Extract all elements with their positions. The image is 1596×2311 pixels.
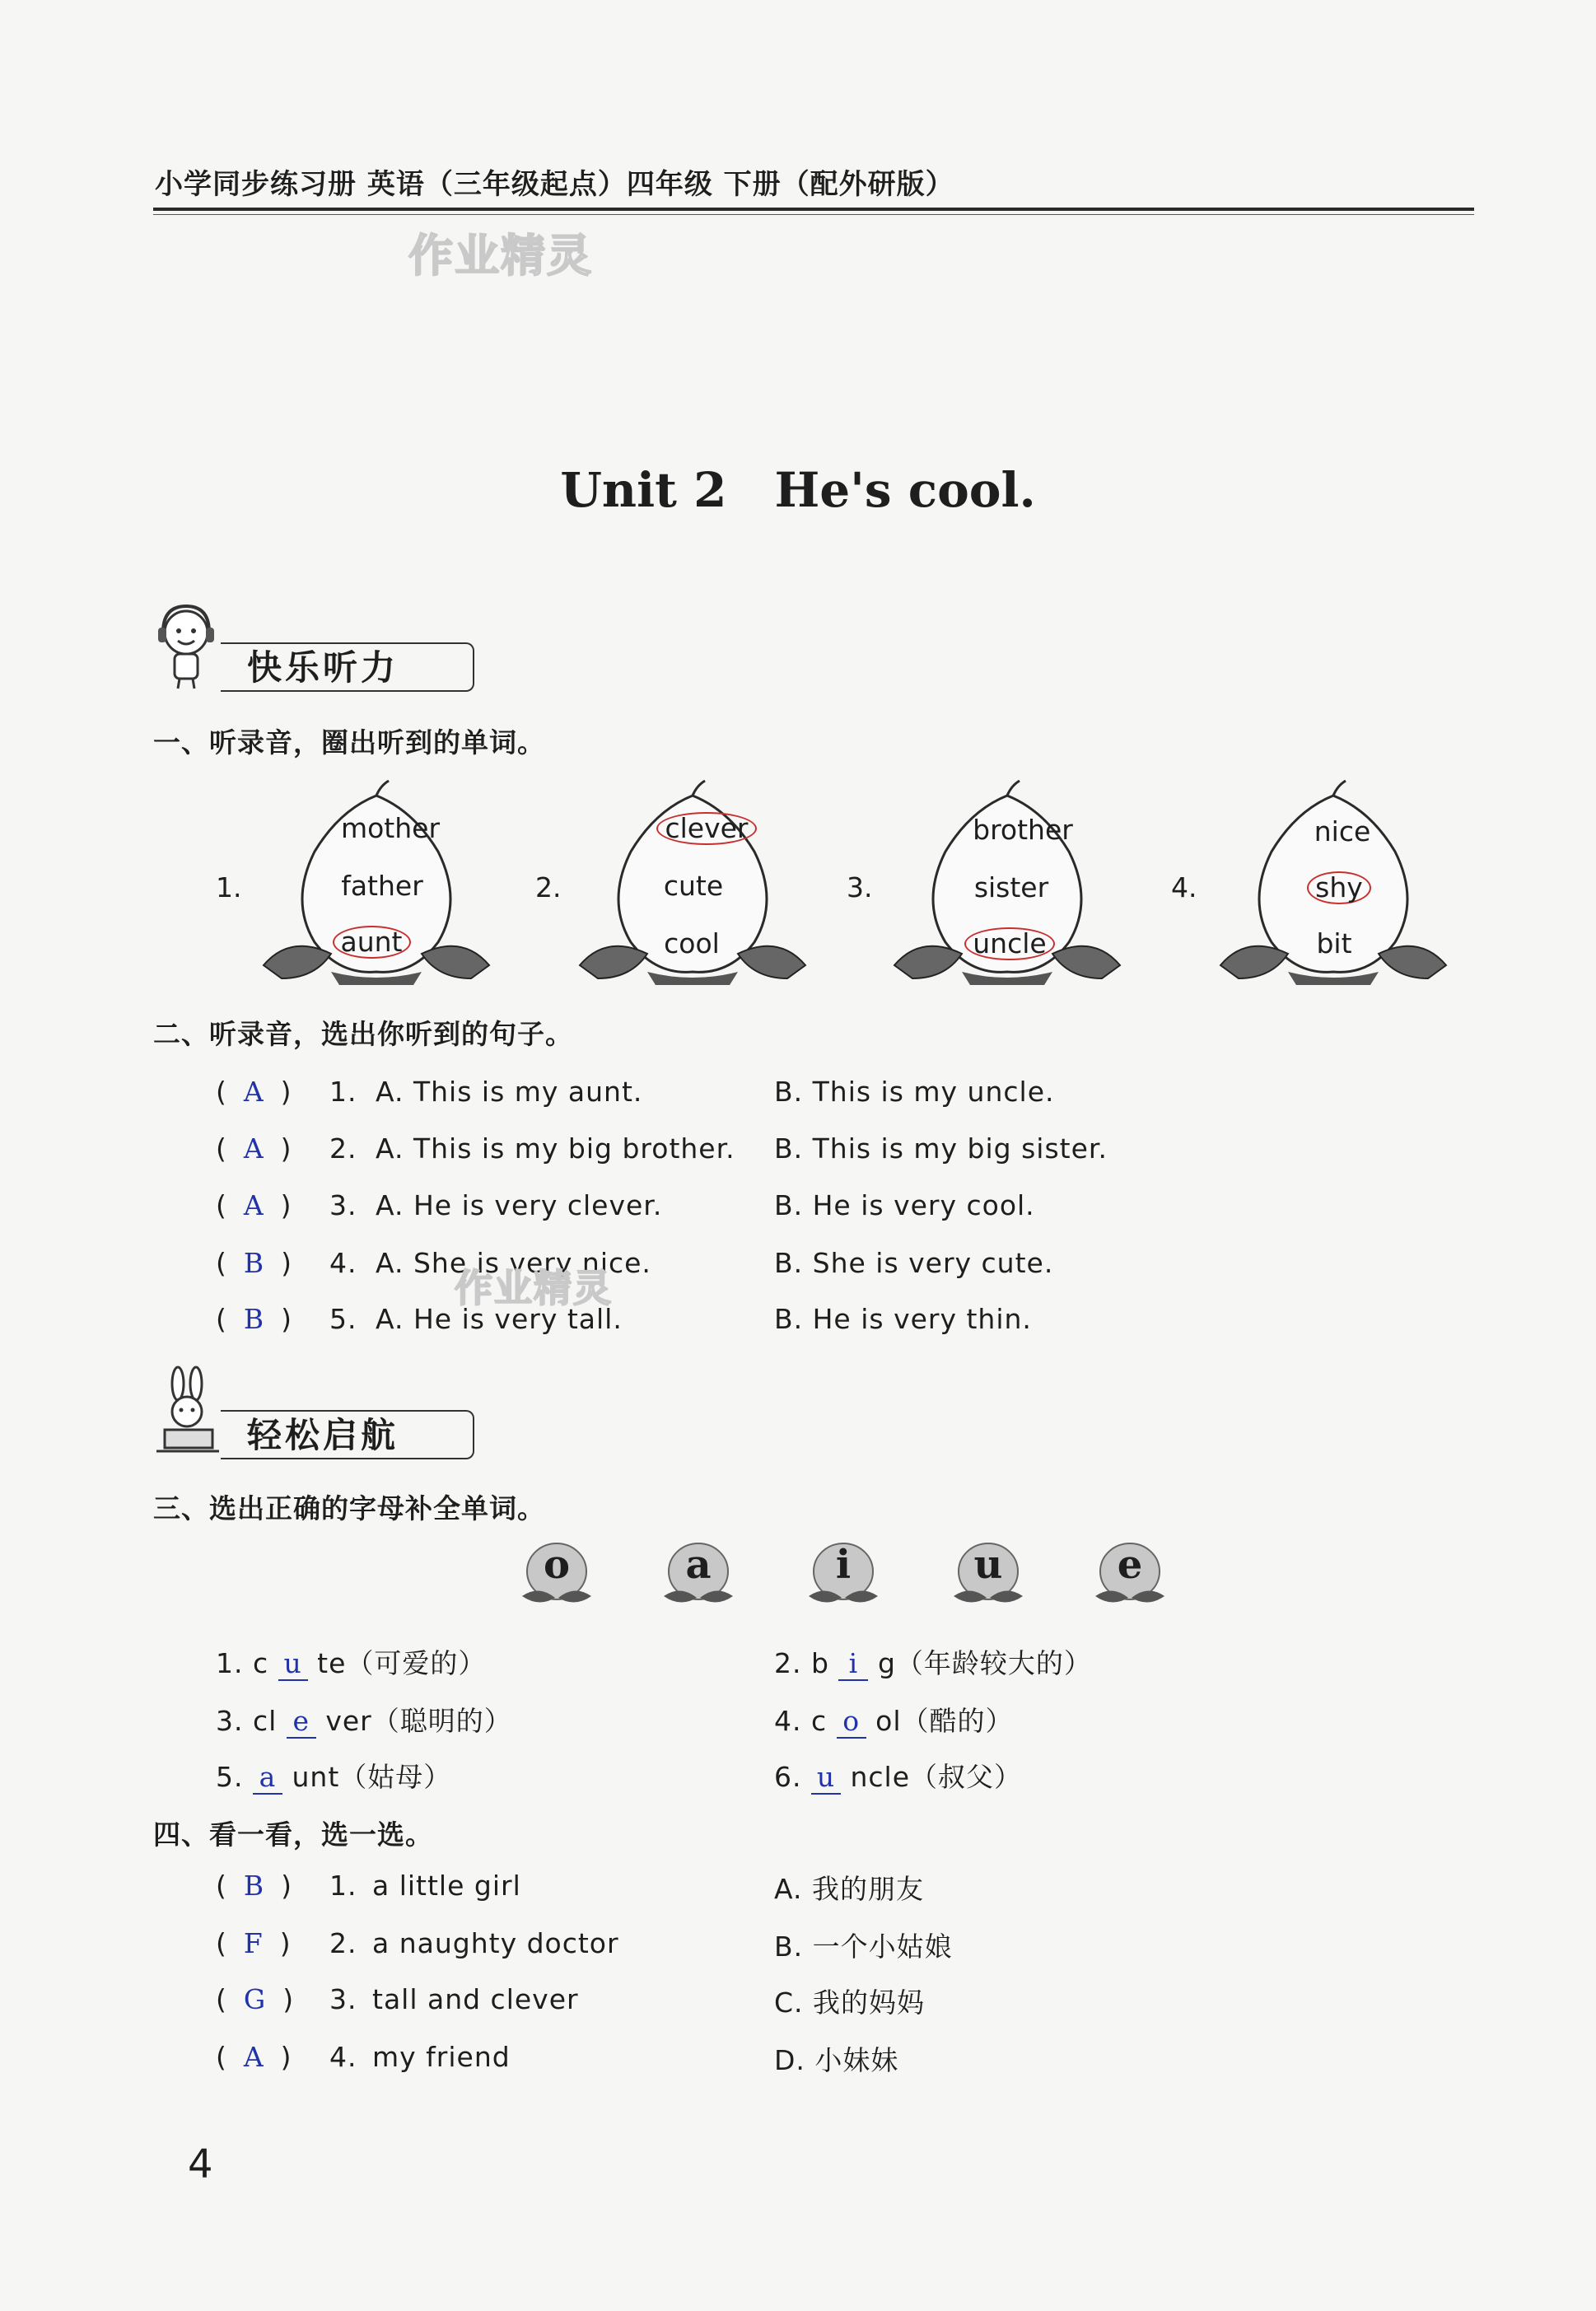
- answer-paren: ( A ): [216, 1189, 292, 1221]
- option-b: B. This is my big sister.: [774, 1132, 1108, 1165]
- peach-word: brother: [973, 814, 1073, 846]
- peach-word: sister: [973, 871, 1049, 903]
- answer-blank[interactable]: u: [278, 1647, 308, 1681]
- question-2-title: 二、听录音，选出你听到的句子。: [153, 1018, 573, 1050]
- peach-number: 1.: [216, 871, 242, 903]
- answer-blank[interactable]: a: [253, 1761, 282, 1795]
- option-b: B. This is my uncle.: [774, 1076, 1055, 1108]
- item-number: 1.: [329, 1076, 357, 1108]
- item-number: 2.: [329, 1927, 357, 1959]
- option-a: A. She is very nice.: [376, 1247, 651, 1279]
- option-b: B. She is very cute.: [774, 1247, 1054, 1279]
- item-number: 5.: [329, 1303, 357, 1335]
- fill-word-item: 4. c o ol（酷的）: [774, 1705, 1014, 1737]
- peach-number: 3.: [847, 871, 873, 903]
- section-title-start: 轻松启航: [247, 1415, 399, 1455]
- answer-paren: ( F ): [216, 1927, 291, 1959]
- item-number: 1.: [329, 1870, 357, 1902]
- option-b: B. He is very cool.: [774, 1189, 1035, 1221]
- workbook-page: 小学同步练习册 英语（三年级起点）四年级 下册（配外研版） 作业精灵 Unit 2 He's cool. 快乐听力 一、听录音，圈出听到的单词。 1. mother father aunt 2. clever cute cool 3. brother sister uncle 4. nice shy bit 二、听录音，选出你听到的句子。 ( A ) 1. A. This is my aunt. B. This is my uncle. ( A ) 2. A. This is my big brother. B. This is my big sister. ( A ) 3. A. He is very clever. B. He is very cool. ( B ) 4. A. She is very nice. B. She is very cute. 作业精灵 ( B ) 5. A. He is very tall. B. He is very thin. 轻松启航 三、选出正确的字母补全单词。 o a i u e 1. c u te（可爱的） 2. b i g（年龄较大的） 3. cl e ver（聪明的） 4. c o ol（酷的） 5. a unt（姑母） 6. u ncle（叔父） 四、看一看，选一选。 ( B ) 1. a little girl A. 我的朋友 ( F ) 2. a naughty doctor B. 一个小姑娘 ( G ) 3. tall and clever C. 我的妈妈 ( A ) 4. my friend D. 小妹妹 4: [0, 0, 1596, 2311]
- watermark: 作业精灵: [408, 230, 593, 282]
- fill-word-item: 5. a unt（姑母）: [216, 1761, 452, 1793]
- peach-word: mother: [340, 812, 441, 844]
- peach-word-circled: aunt: [289, 926, 454, 959]
- question-1-title: 一、听录音，圈出听到的单词。: [153, 726, 545, 759]
- rabbit-reading-icon: [153, 1366, 222, 1456]
- peach-word-circled: shy: [1257, 871, 1421, 904]
- peach-word: cool: [664, 927, 720, 959]
- question-4-title: 四、看一看，选一选。: [153, 1818, 433, 1851]
- headphone-boy-icon: [153, 601, 219, 692]
- option-b: B. He is very thin.: [774, 1303, 1032, 1335]
- peach-word: father: [341, 870, 423, 902]
- fill-word-item: 6. u ncle（叔父）: [774, 1761, 1023, 1793]
- peach-word-circled: clever: [624, 812, 789, 845]
- fill-word-item: 1. c u te（可爱的）: [216, 1647, 487, 1679]
- answer-blank[interactable]: e: [287, 1705, 316, 1739]
- phrase: a naughty doctor: [372, 1927, 619, 1959]
- option-a: A. This is my big brother.: [376, 1132, 735, 1165]
- option-a: A. He is very tall.: [376, 1303, 623, 1335]
- peach-word-circled: uncle: [927, 927, 1092, 960]
- peach-word: bit: [1316, 927, 1352, 959]
- phrase: a little girl: [372, 1870, 521, 1902]
- running-header: 小学同步练习册 英语（三年级起点）四年级 下册（配外研版）: [155, 168, 954, 201]
- item-number: 4.: [329, 2041, 357, 2073]
- question-3-title: 三、选出正确的字母补全单词。: [153, 1492, 545, 1524]
- answer-paren: ( A ): [216, 1076, 292, 1108]
- answer-paren: ( B ): [216, 1870, 292, 1902]
- item-number: 3.: [329, 1983, 357, 2015]
- choice-option: D. 小妹妹: [774, 2044, 899, 2076]
- option-a: A. This is my aunt.: [376, 1076, 643, 1108]
- choice-option: C. 我的妈妈: [774, 1987, 926, 2019]
- answer-blank[interactable]: o: [837, 1705, 866, 1739]
- peach-word: cute: [663, 870, 724, 902]
- peach-number: 2.: [535, 871, 562, 903]
- answer-paren: ( A ): [216, 2041, 292, 2073]
- phrase: my friend: [372, 2041, 511, 2073]
- option-a: A. He is very clever.: [376, 1189, 663, 1221]
- answer-paren: ( B ): [216, 1247, 292, 1279]
- page-number: 4: [188, 2141, 213, 2187]
- answer-paren: ( G ): [216, 1983, 294, 2015]
- header-rule: [153, 208, 1474, 211]
- answer-paren: ( A ): [216, 1132, 292, 1165]
- item-number: 4.: [329, 1247, 357, 1279]
- peach-number: 4.: [1171, 871, 1197, 903]
- choice-option: A. 我的朋友: [774, 1873, 924, 1905]
- fill-word-item: 2. b i g（年龄较大的）: [774, 1647, 1092, 1679]
- section-title-listening: 快乐听力: [247, 647, 399, 688]
- phrase: tall and clever: [372, 1983, 579, 2015]
- choice-option: B. 一个小姑娘: [774, 1931, 953, 1963]
- item-number: 3.: [329, 1189, 357, 1221]
- header-rule-thin: [153, 214, 1474, 215]
- answer-paren: ( B ): [216, 1303, 292, 1335]
- item-number: 2.: [329, 1132, 357, 1165]
- unit-title: Unit 2 He's cool.: [560, 462, 1036, 518]
- answer-blank[interactable]: u: [811, 1761, 841, 1795]
- watermark: 作业精灵: [455, 1266, 613, 1310]
- peach-word: nice: [1314, 815, 1371, 847]
- answer-blank[interactable]: i: [838, 1647, 868, 1681]
- fill-word-item: 3. cl e ver（聪明的）: [216, 1705, 512, 1737]
